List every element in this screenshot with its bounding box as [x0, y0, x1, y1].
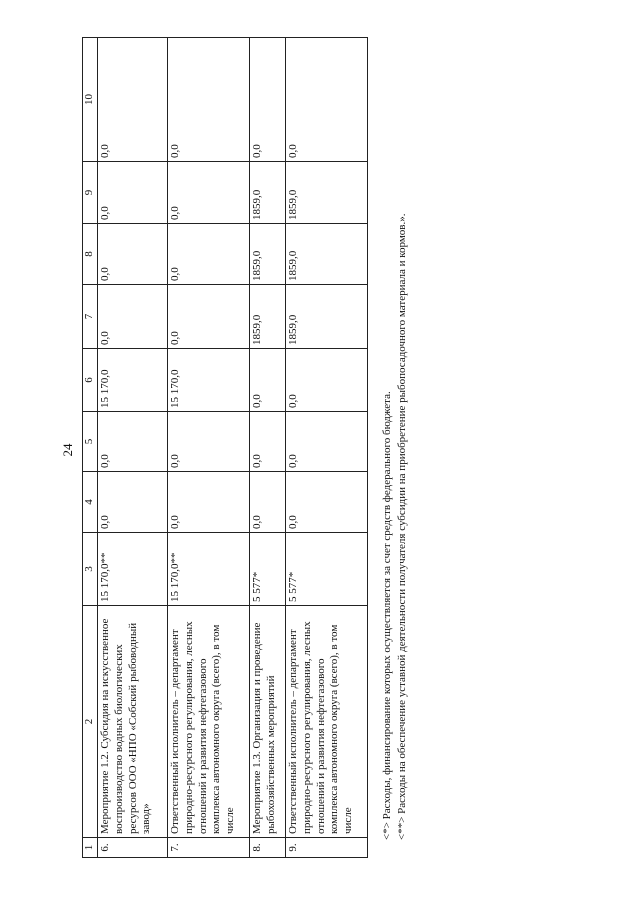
value-cell: 1859,0: [250, 162, 286, 224]
column-header: 3: [83, 533, 98, 606]
value-cell: 0,0: [168, 412, 250, 472]
value-cell: 0,0: [250, 38, 286, 162]
column-header: 6: [83, 349, 98, 412]
table-row: [286, 38, 368, 858]
table-row: [250, 38, 286, 858]
row-number: 8.: [250, 838, 286, 858]
value-cell: 0,0: [98, 38, 168, 162]
value-cell: 5 577*: [286, 533, 368, 606]
value-cell: 0,0: [98, 472, 168, 533]
value-cell: 0,0: [250, 472, 286, 533]
value-cell: 1859,0: [286, 162, 368, 224]
column-header: 4: [83, 472, 98, 533]
value-cell: 0,0: [168, 472, 250, 533]
value-cell: 15 170,0**: [168, 533, 250, 606]
value-cell: 0,0: [98, 412, 168, 472]
value-cell: 0,0: [168, 285, 250, 349]
budget-table: [82, 37, 368, 858]
value-cell: 1859,0: [286, 224, 368, 285]
value-cell: 0,0: [168, 162, 250, 224]
footnote: <*> Расходы, финансирование которых осуществляется за счет средств федерального бюджета.: [381, 391, 393, 840]
value-cell: 0,0: [250, 349, 286, 412]
value-cell: 0,0: [286, 349, 368, 412]
footnotes: [380, 40, 410, 840]
footnote: <**> Расходы на обеспечение уставной деятельности получателя субсидии на приобретение рыбопосадочного материала и кормов.».: [395, 213, 408, 840]
value-cell: 0,0: [168, 38, 250, 162]
row-description: Ответственный исполнитель – департамент природно-ресурсного регулирования, лесных отношений и развития нефтегазового комплекса автономного округа (всего), в том числе: [286, 606, 368, 838]
table-row: [168, 38, 250, 858]
rotated-page: [50, 30, 590, 870]
column-header: 2: [83, 606, 98, 838]
column-header: 9: [83, 162, 98, 224]
row-description: Мероприятие 1.2. Субсидия на искусственное воспроизводство водных биологических ресурсов ООО «НПО «Собский рыбоводный завод»: [98, 606, 168, 838]
row-number: 9.: [286, 838, 368, 858]
value-cell: 15 170,0**: [98, 533, 168, 606]
column-header: 1: [83, 838, 98, 858]
column-header: 8: [83, 224, 98, 285]
page-number: 24: [60, 443, 75, 457]
column-header: 5: [83, 412, 98, 472]
value-cell: 0,0: [250, 412, 286, 472]
value-cell: 1859,0: [250, 224, 286, 285]
value-cell: 0,0: [286, 472, 368, 533]
row-number: 6.: [98, 838, 168, 858]
column-header: 10: [83, 38, 98, 162]
value-cell: 0,0: [98, 162, 168, 224]
value-cell: 15 170,0: [168, 349, 250, 412]
value-cell: 1859,0: [250, 285, 286, 349]
value-cell: 0,0: [286, 38, 368, 162]
header-row: [83, 38, 98, 858]
value-cell: 0,0: [98, 224, 168, 285]
value-cell: 15 170,0: [98, 349, 168, 412]
value-cell: 0,0: [168, 224, 250, 285]
row-description: Мероприятие 1.3. Организация и проведение рыбохозяйственных мероприятий: [250, 606, 286, 838]
value-cell: 0,0: [98, 285, 168, 349]
value-cell: 1859,0: [286, 285, 368, 349]
value-cell: 5 577*: [250, 533, 286, 606]
value-cell: 0,0: [286, 412, 368, 472]
table-row: [98, 38, 168, 858]
row-number: 7.: [168, 838, 250, 858]
row-description: Ответственный исполнитель – департамент природно-ресурсного регулирования, лесных отношений и развития нефтегазового комплекса автономного округа (всего), в том числе: [168, 606, 250, 838]
column-header: 7: [83, 285, 98, 349]
